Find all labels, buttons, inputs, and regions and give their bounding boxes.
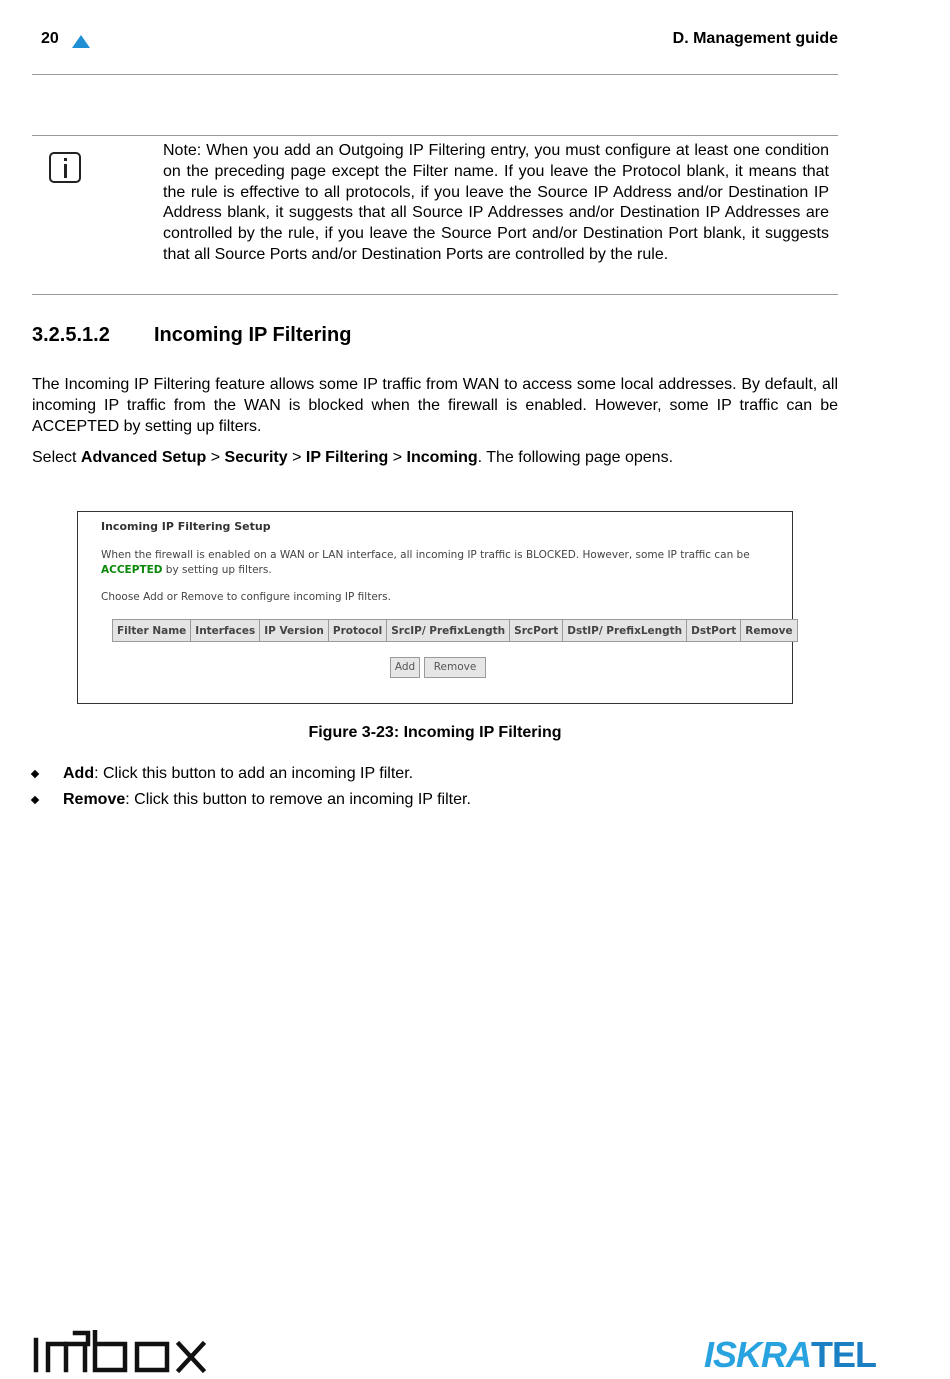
note-bottom-divider [32, 294, 838, 295]
column-header: SrcPort [510, 620, 563, 642]
intro-paragraph: The Incoming IP Filtering feature allows some IP traffic from WAN to access some local addresses. By default, all incoming IP traffic from the WAN is blocked when the firewall is enabled. However, some IP traffic can be ACCEPTED by setting up filters. [32, 376, 838, 435]
nav-ip-filtering: IP Filtering [305, 449, 389, 466]
navigation-path-paragraph [32, 448, 838, 469]
figure-desc-line2: by setting up filters. [162, 563, 272, 576]
column-header: Filter Name [113, 620, 191, 642]
nav-prefix: Select [32, 449, 81, 466]
iskratel-logo-part1: ISKRA [704, 1334, 812, 1375]
iskratel-logo [704, 1335, 876, 1375]
column-header: SrcIP/ PrefixLength [387, 620, 510, 642]
figure-title: Incoming IP Filtering Setup [101, 520, 271, 533]
column-header: Protocol [328, 620, 386, 642]
figure-desc-line1: When the firewall is enabled on a WAN or LAN interface, all incoming IP traffic is BLOCKED. However, some IP traffic can be [101, 549, 750, 561]
note-text: Note: When you add an Outgoing IP Filtering entry, you must configure at least one condition on the preceding page except the Filter name. If you leave the Protocol blank, it means that the rule is effective to all protocols, if you leave the Source IP Address and/or Destination IP Address blank, it suggests that all Source IP Addresses and/or Destination IP Addresses are controlled by the rule, if you leave the Source Port and/or Destination Port blank, it suggests that all Source Ports and/or Destination Ports are controlled by the rule. [163, 142, 829, 263]
bullet-diamond-icon [31, 770, 39, 778]
heading-title: Incoming IP Filtering [154, 324, 352, 346]
section-heading [32, 324, 351, 347]
info-icon [49, 152, 81, 183]
column-header: Interfaces [191, 620, 260, 642]
add-button[interactable]: Add [390, 657, 420, 678]
table-header-row [113, 620, 798, 642]
filter-table [112, 619, 798, 642]
bullet-term: Remove [63, 791, 126, 808]
bullet-text: : Click this button to remove an incoming IP filter. [125, 791, 471, 808]
triangle-up-icon [72, 35, 90, 48]
remove-button[interactable]: Remove [424, 657, 486, 678]
nav-sep: > [206, 449, 225, 466]
imbox-logo [33, 1330, 228, 1379]
figure-caption: Figure 3-23: Incoming IP Filtering [308, 724, 562, 741]
bullet-term: Add [63, 765, 95, 782]
bullet-text: : Click this button to add an incoming IP filter. [94, 765, 414, 782]
column-header: Remove [741, 620, 797, 642]
column-header: DstIP/ PrefixLength [563, 620, 687, 642]
figure-description [101, 548, 761, 577]
page-number: 20 [41, 30, 59, 47]
figure-instructions: Choose Add or Remove to configure incoming IP filters. [101, 591, 391, 603]
nav-security: Security [224, 449, 288, 466]
note-top-divider [32, 135, 838, 136]
nav-sep: > [388, 449, 407, 466]
column-header: IP Version [260, 620, 329, 642]
nav-incoming: Incoming [406, 449, 478, 466]
nav-suffix: . The following page opens. [477, 449, 674, 466]
figure-screenshot [77, 511, 793, 704]
heading-number: 3.2.5.1.2 [32, 324, 110, 346]
column-header: DstPort [687, 620, 741, 642]
iskratel-logo-part2: TEL [811, 1334, 877, 1375]
nav-advanced-setup: Advanced Setup [80, 449, 207, 466]
bullet-diamond-icon [31, 796, 39, 804]
header-divider [32, 74, 838, 75]
section-title: D. Management guide [672, 30, 838, 47]
accepted-text: ACCEPTED [101, 563, 163, 576]
nav-sep: > [287, 449, 306, 466]
